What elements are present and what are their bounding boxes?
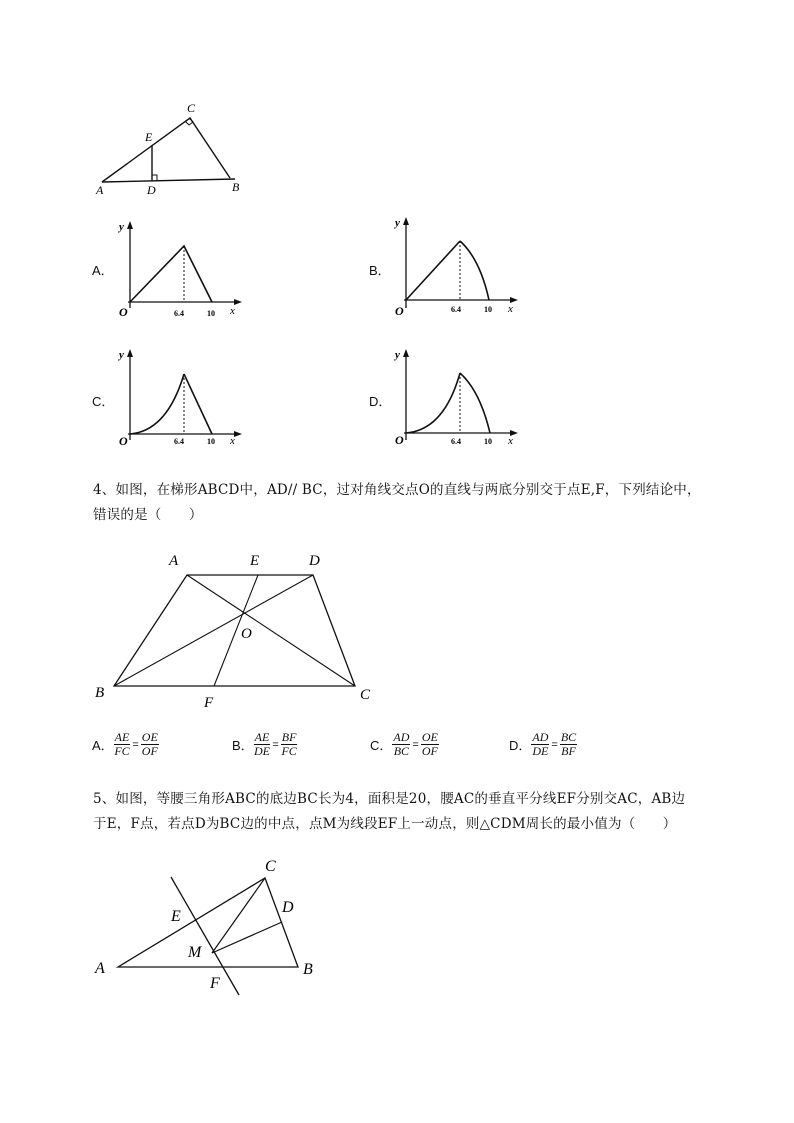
svg-text:x: x [230, 435, 235, 447]
option-letter: D． [369, 394, 392, 409]
option-letter: C． [92, 394, 115, 409]
label-a: A [96, 183, 104, 197]
svg-text:10: 10 [207, 437, 215, 446]
svg-text:O: O [395, 433, 404, 447]
q4-option-b[interactable]: B． $\frac{AE}{DE}$ = $\frac{BF}{FC}$ [232, 730, 297, 758]
graph-option-b [388, 214, 528, 318]
label-d: D [282, 899, 294, 916]
q4-option-a[interactable]: A． $\frac{AE}{FC}$ = $\frac{OE}{OF}$ [92, 730, 158, 758]
svg-text:x: x [230, 305, 235, 317]
q5-text-line1: 5、如图，等腰三角形ABC的底边BC长为4，面积是20，腰AC的垂直平分线EF分别交AC，AB边 [93, 791, 686, 807]
label-f: F [210, 975, 220, 992]
svg-text:O: O [119, 434, 128, 448]
option-letter: A． [92, 263, 114, 278]
label-a: A [169, 553, 179, 569]
svg-text:6.4: 6.4 [174, 309, 184, 318]
svg-text:O: O [395, 304, 404, 318]
option-letter: B． [369, 263, 391, 278]
label-c: C [187, 101, 196, 115]
label-a: A [95, 960, 105, 977]
label-d: D [309, 553, 320, 569]
label-e: E [171, 908, 181, 925]
label-f: F [204, 695, 214, 711]
label-m: M [188, 944, 202, 961]
label-o: O [241, 626, 252, 642]
svg-text:y: y [395, 217, 400, 229]
label-b: B [303, 961, 313, 978]
svg-text:x: x [508, 303, 513, 315]
label-b: B [95, 685, 105, 701]
label-c: C [265, 858, 276, 875]
svg-text:y: y [119, 349, 124, 361]
label-e: E [250, 553, 260, 569]
graph-option-d [388, 346, 528, 450]
svg-text:y: y [395, 349, 400, 361]
svg-text:6.4: 6.4 [451, 305, 461, 314]
label-c: C [360, 687, 371, 703]
label-d: D [147, 183, 156, 197]
svg-text:O: O [119, 305, 128, 318]
label-e: E [145, 130, 153, 144]
graph-option-c [112, 346, 252, 450]
q4-text-line2: 错误的是（ ） [93, 507, 203, 523]
graph-option-a [112, 218, 252, 318]
svg-text:6.4: 6.4 [451, 437, 461, 446]
q4-option-d[interactable]: D． $\frac{AD}{DE}$ = $\frac{BC}{BF}$ [509, 730, 577, 758]
svg-text:10: 10 [484, 437, 492, 446]
svg-text:y: y [119, 221, 124, 233]
svg-text:10: 10 [484, 305, 492, 314]
isosceles-figure [90, 852, 330, 1002]
label-b: B [232, 180, 240, 194]
svg-text:x: x [508, 435, 513, 447]
svg-text:10: 10 [207, 309, 215, 318]
triangle-figure [90, 98, 260, 200]
q4-option-c[interactable]: C． $\frac{AD}{BC}$ = $\frac{OE}{OF}$ [370, 730, 438, 758]
q4-text-line1: 4、如图，在梯形ABCD中，AD// BC，过对角线交点O的直线与两底分别交于点E,F，下列结论中， [93, 482, 701, 498]
svg-text:6.4: 6.4 [174, 437, 184, 446]
q5-text-line2: 于E，F点，若点D为BC边的中点，点M为线段EF上一动点，则△CDM周长的最小值为（ ） [93, 816, 677, 832]
trapezoid-figure [90, 548, 390, 713]
